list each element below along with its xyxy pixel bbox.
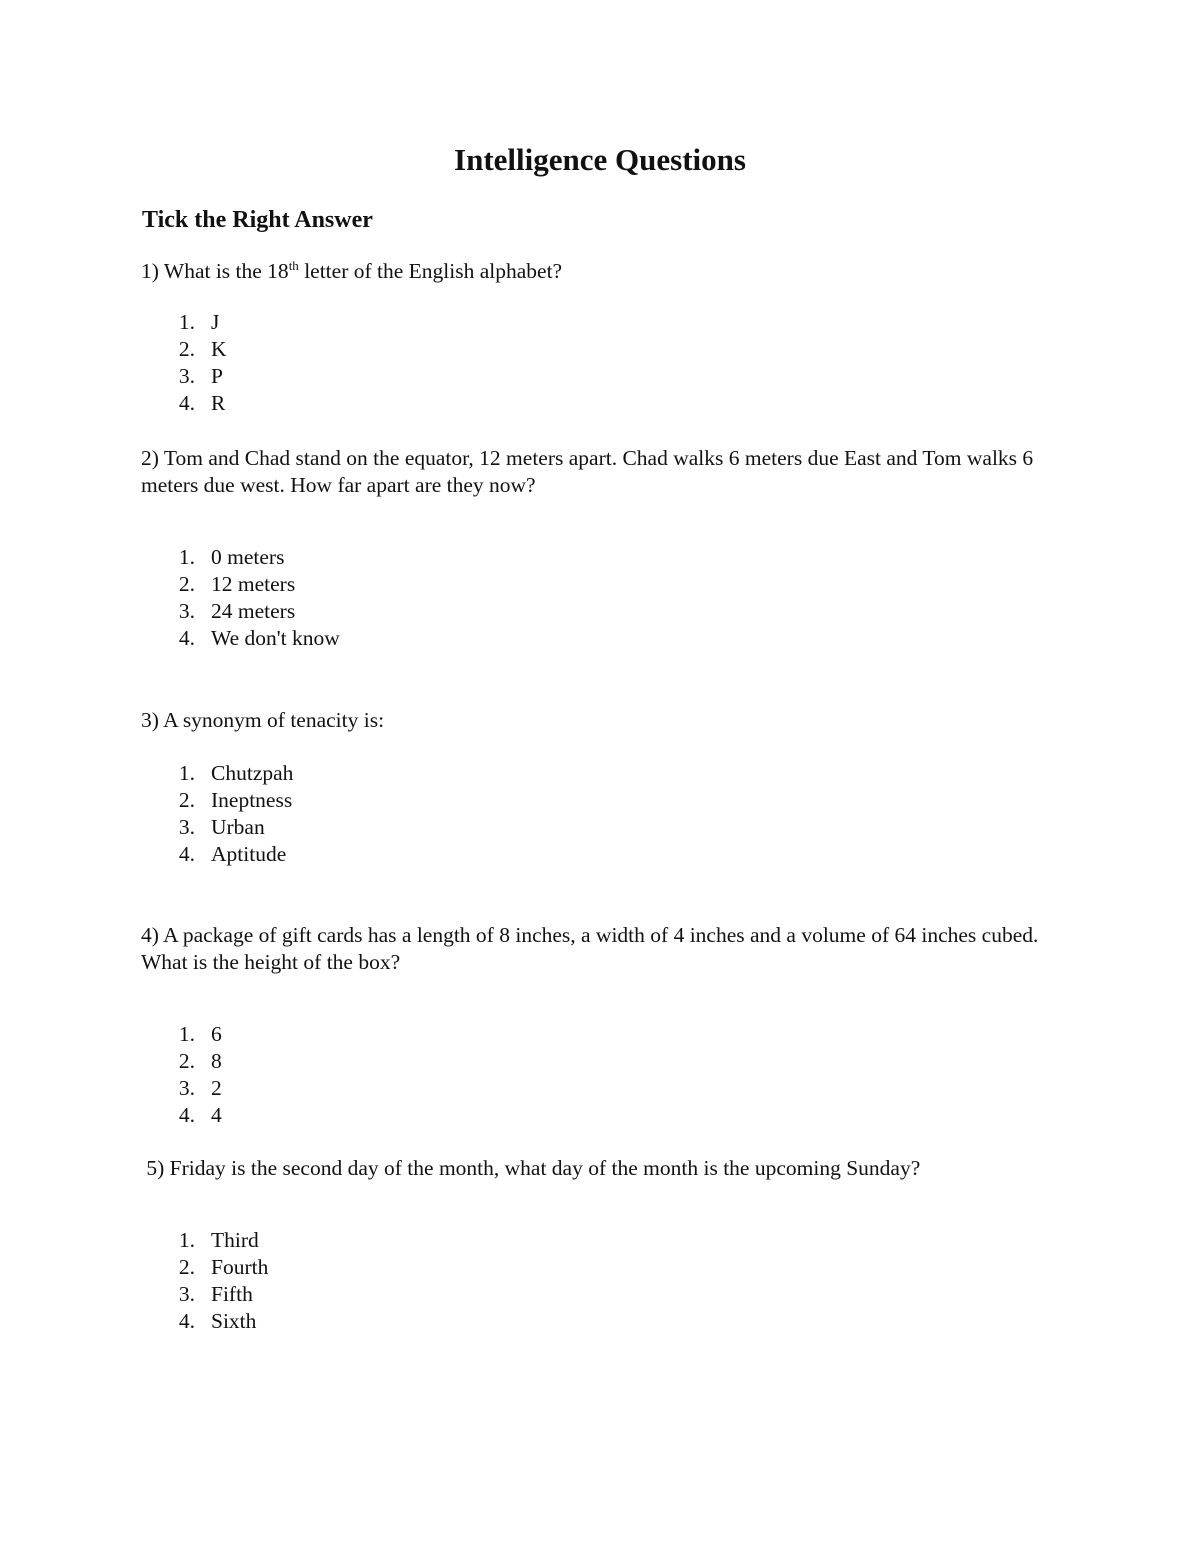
option-item[interactable] <box>0 598 340 625</box>
option-number: 2. <box>178 1255 195 1279</box>
option-item[interactable] <box>0 1048 222 1075</box>
option-label: K <box>211 337 227 361</box>
option-number: 3. <box>178 815 195 839</box>
question-1-prefix: 1) What is the 18 <box>141 259 289 283</box>
option-item[interactable] <box>0 1075 222 1102</box>
option-number: 3. <box>178 599 195 623</box>
question-5-options <box>0 1227 268 1335</box>
option-item[interactable] <box>0 814 293 841</box>
option-label: 8 <box>211 1049 222 1073</box>
option-item[interactable] <box>0 1102 222 1129</box>
option-number: 3. <box>178 364 195 388</box>
page-title: Intelligence Questions <box>454 142 746 177</box>
option-item[interactable] <box>0 390 227 417</box>
option-item[interactable] <box>0 1227 268 1254</box>
instructions-heading: Tick the Right Answer <box>142 207 373 233</box>
option-number: 4. <box>178 391 195 415</box>
option-number: 1. <box>178 310 195 334</box>
option-label: 24 meters <box>211 599 296 623</box>
question-3-options <box>0 760 293 868</box>
option-item[interactable] <box>0 787 293 814</box>
option-item[interactable] <box>0 625 340 652</box>
option-number: 2. <box>178 1049 195 1073</box>
option-item[interactable] <box>0 760 293 787</box>
option-number: 3. <box>178 1076 195 1100</box>
option-item[interactable] <box>0 1254 268 1281</box>
option-label: R <box>211 391 226 415</box>
option-number: 4. <box>178 842 195 866</box>
option-number: 2. <box>178 337 195 361</box>
option-label: Ineptness <box>211 788 293 812</box>
option-number: 2. <box>178 788 195 812</box>
option-label: 12 meters <box>211 572 296 596</box>
option-label: 4 <box>211 1103 222 1127</box>
option-item[interactable] <box>0 841 293 868</box>
option-item[interactable] <box>0 336 227 363</box>
option-item[interactable] <box>0 1281 268 1308</box>
option-item[interactable] <box>0 363 227 390</box>
question-4-options <box>0 1021 222 1129</box>
option-item[interactable] <box>0 544 340 571</box>
option-label: Chutzpah <box>211 761 294 785</box>
option-item[interactable] <box>0 1308 268 1335</box>
option-label: Third <box>211 1228 259 1252</box>
option-label: Urban <box>211 815 265 839</box>
option-number: 1. <box>178 1022 195 1046</box>
option-item[interactable] <box>0 1021 222 1048</box>
option-label: 0 meters <box>211 545 285 569</box>
option-number: 4. <box>178 1309 195 1333</box>
option-number: 3. <box>178 1282 195 1306</box>
option-label: We don't know <box>211 626 340 650</box>
option-item[interactable] <box>0 309 227 336</box>
option-label: J <box>211 310 220 334</box>
option-label: 6 <box>211 1022 222 1046</box>
question-2-text: 2) Tom and Chad stand on the equator, 12 meters apart. Chad walks 6 meters due East and Tom walks 6 meters due west. How far apart are they now? <box>141 446 1034 497</box>
question-3-text: 3) A synonym of tenacity is: <box>141 708 385 732</box>
option-number: 4. <box>178 626 195 650</box>
option-item[interactable] <box>0 571 340 598</box>
option-label: Aptitude <box>211 842 287 866</box>
option-number: 2. <box>178 572 195 596</box>
question-1-options <box>0 309 227 417</box>
option-label: Sixth <box>211 1309 257 1333</box>
option-number: 4. <box>178 1103 195 1127</box>
question-1-superscript: th <box>288 257 299 273</box>
question-1-text <box>141 258 1071 285</box>
option-label: Fifth <box>211 1282 253 1306</box>
option-label: Fourth <box>211 1255 269 1279</box>
option-label: P <box>211 364 223 388</box>
option-label: 2 <box>211 1076 222 1100</box>
option-number: 1. <box>178 761 195 785</box>
option-number: 1. <box>178 1228 195 1252</box>
question-4-text: 4) A package of gift cards has a length of 8 inches, a width of 4 inches and a volume of 64 inches cubed. What is the height of the box? <box>141 923 1039 974</box>
option-number: 1. <box>178 545 195 569</box>
question-2-options <box>0 544 340 652</box>
question-5-text: 5) Friday is the second day of the month, what day of the month is the upcoming Sunday? <box>141 1156 921 1180</box>
question-1-suffix: letter of the English alphabet? <box>298 259 563 283</box>
